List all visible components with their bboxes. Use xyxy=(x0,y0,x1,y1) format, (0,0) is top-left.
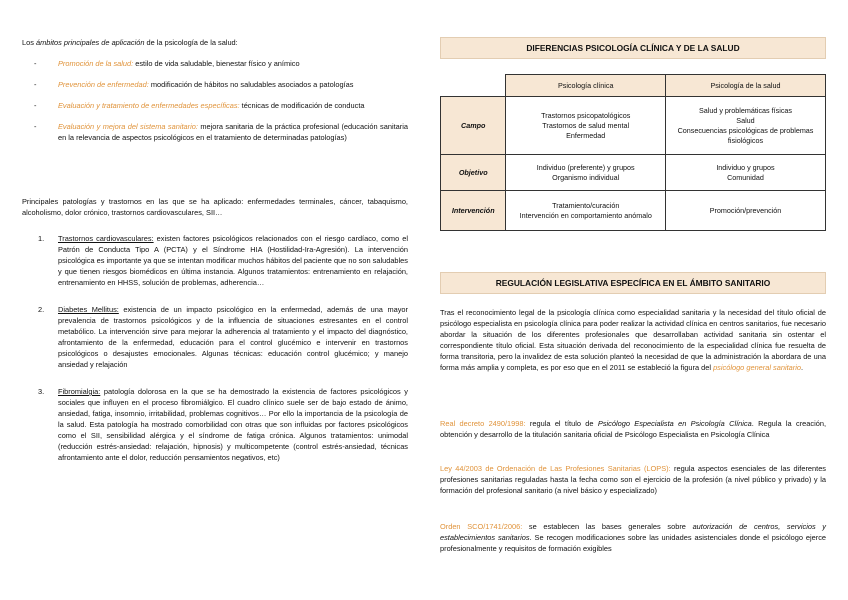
table-corner xyxy=(441,75,506,97)
table-cell: Tratamiento/curación Intervención en comportamiento anómalo xyxy=(506,191,666,231)
scope-item: - Prevención de enfermedad: modificación de hábitos no saludables asociados a patologías xyxy=(34,80,354,89)
scope-intro: Los ámbitos principales de aplicación de la psicología de la salud: xyxy=(22,38,238,47)
row-label: Objetivo xyxy=(441,155,506,191)
psicologo-general-sanitario: psicólogo general sanitario xyxy=(713,363,801,372)
pathology-item: 1. Trastornos cardiovasculares: existen factores psicológicos relacionados con el riesgo cardíaco, como el Patrón de Conducta Tipo A (PCTA) y el Síndrome HIA (Hostilidad-Ira-Agresión). La intervención psicológica es importante ya que se intentan modificar muchos hábitos del paciente que no son saludables y que tienen riesgos biomédicos en última instancia. Algunos tratamientos: entrenamiento en relajación, entrenamiento en HHSS, solución de problemas, adherencia… xyxy=(38,234,408,287)
table-cell: Promoción/prevención xyxy=(665,191,825,231)
law-name: Orden SCO/1741/2006: xyxy=(440,522,523,531)
pathologies-intro: Principales patologías y trastornos en las que se ha aplicado: enfermedades terminales, cáncer, tabaquismo, alcoholismo, dolor crónico, trastornos cardiovasculares, SII… xyxy=(22,197,408,217)
col-header-clinical: Psicología clínica xyxy=(506,75,666,97)
law-entry: Real decreto 2490/1998: regula el título de Psicólogo Especialista en Psicología Clínica. Regula la creación, obtención y desarrollo de la titulación sanitaria oficial de Psicólogo Especialista en Psicología Clínica xyxy=(440,419,827,439)
scope-item: - Evaluación y mejora del sistema sanitario: mejora sanitaria de la práctica profesional (educación sanitaria en la relevancia de aspectos psicológicos en el tratamiento de determinadas patologías) xyxy=(34,122,408,142)
differences-table xyxy=(440,74,826,231)
table-row xyxy=(441,155,826,191)
scope-item: - Promoción de la salud: estilo de vida saludable, bienestar físico y anímico xyxy=(34,59,300,68)
legal-intro: Tras el reconocimiento legal de la psicología clínica como especialidad sanitaria y la necesidad del título oficial de psicólogo especialista en psicología clínica para poder realizar la actividad clínica en centros sanitarios, fue necesario abordar la situación de los diferentes profesionales que desarrollaban actividad sanitaria sin ostentar el correspondiente título oficial. Esta situación derivada del reconocimiento de la especialidad clínica fue resuelta de forma transitoria, pero la invalidez de esta solución planteó la necesidad de que la administración la abordara de una forma más amplia y completa, es por eso que en el 2011 se estableció la figura del psicólogo general sanitario. xyxy=(440,308,826,372)
table-cell: Salud y problemáticas físicas Salud Consecuencias psicológicas de problemas fisiológicos xyxy=(665,97,825,155)
table-cell: Trastornos psicopatológicos Trastornos de salud mental Enfermedad xyxy=(506,97,666,155)
law-entry: Ley 44/2003 de Ordenación de Las Profesiones Sanitarias (LOPS): regula aspectos esenciales de las diferentes profesiones sanitarias reguladas hasta la fecha como son el ejercicio de la profesión (a nivel público y privado) y la formación del profesional sanitario (a nivel básico y especializado) xyxy=(440,464,826,495)
law-name: Real decreto 2490/1998: xyxy=(440,419,526,428)
law-name: Ley 44/2003 de Ordenación de Las Profesiones Sanitarias (LOPS): xyxy=(440,464,671,473)
legal-header: REGULACIÓN LEGISLATIVA ESPECÍFICA EN EL ÁMBITO SANITARIO xyxy=(440,272,826,294)
pathology-item: 2. Diabetes Mellitus: existencia de un impacto psicológico en la enfermedad, además de una mayor prevalencia de trastornos psicológicos y de la influencia de situaciones estresantes en el control metabólico. La intervención sirve para mejorar la adherencia al tratamiento y el impacto del diagnóstico, afrontamiento de la enfermedad, educación para el control glucémico e intervenir en trastornos psicológicos o desajustes emocionales. Algunas técnicas: educación control glucémico; y manejo ansiedad y relajación xyxy=(38,305,408,369)
row-label: Campo xyxy=(441,97,506,155)
row-label: Intervención xyxy=(441,191,506,231)
scope-item: - Evaluación y tratamiento de enfermedades específicas: técnicas de modificación de conducta xyxy=(34,101,365,110)
differences-header: DIFERENCIAS PSICOLOGÍA CLÍNICA Y DE LA SALUD xyxy=(440,37,826,59)
pathologies-list xyxy=(22,233,408,463)
pathology-item: 3. Fibromialgia: patología dolorosa en la que se ha demostrado la existencia de factores psicológicos y sociales que influyen en el proceso fibromiálgico. El cuadro clínico suele ser de bajo estado de ánimo, ansiedad, fatiga, insomnio, irritabilidad, problemas cognitivos… Por ello la importancia de la psicología de la salud. Esta patología ha mostrado comorbilidad con otras que son influidas por factores psicológicos como el SII, sensibilidad alérgica y el síndrome de fatiga crónica. Algunos tratamientos: unimodal (reducción estrés-ansiedad: relajación, hipnosis) y multicompetente (control estrés-ansiedad, técnicas afrontamiento ante el dolor, reducción pensamientos negativos, etc) xyxy=(38,387,408,462)
table-row xyxy=(441,191,826,231)
law-entry: Orden SCO/1741/2006: se establecen las bases generales sobre autorización de centros, servicios y establecimientos sanitarios. Se recogen modificaciones sobre las unidades asistenciales donde el psicólogo ejerce profesionalmente y requisitos de formación exigibles xyxy=(440,522,827,553)
scope-list xyxy=(22,58,408,143)
col-header-health: Psicología de la salud xyxy=(665,75,825,97)
scope-intro-italic: ámbitos principales de aplicación xyxy=(35,38,145,47)
table-cell: Individuo (preferente) y grupos Organismo individual xyxy=(506,155,666,191)
table-header-row xyxy=(441,75,826,97)
table-cell: Individuo y grupos Comunidad xyxy=(665,155,825,191)
table-row xyxy=(441,97,826,155)
